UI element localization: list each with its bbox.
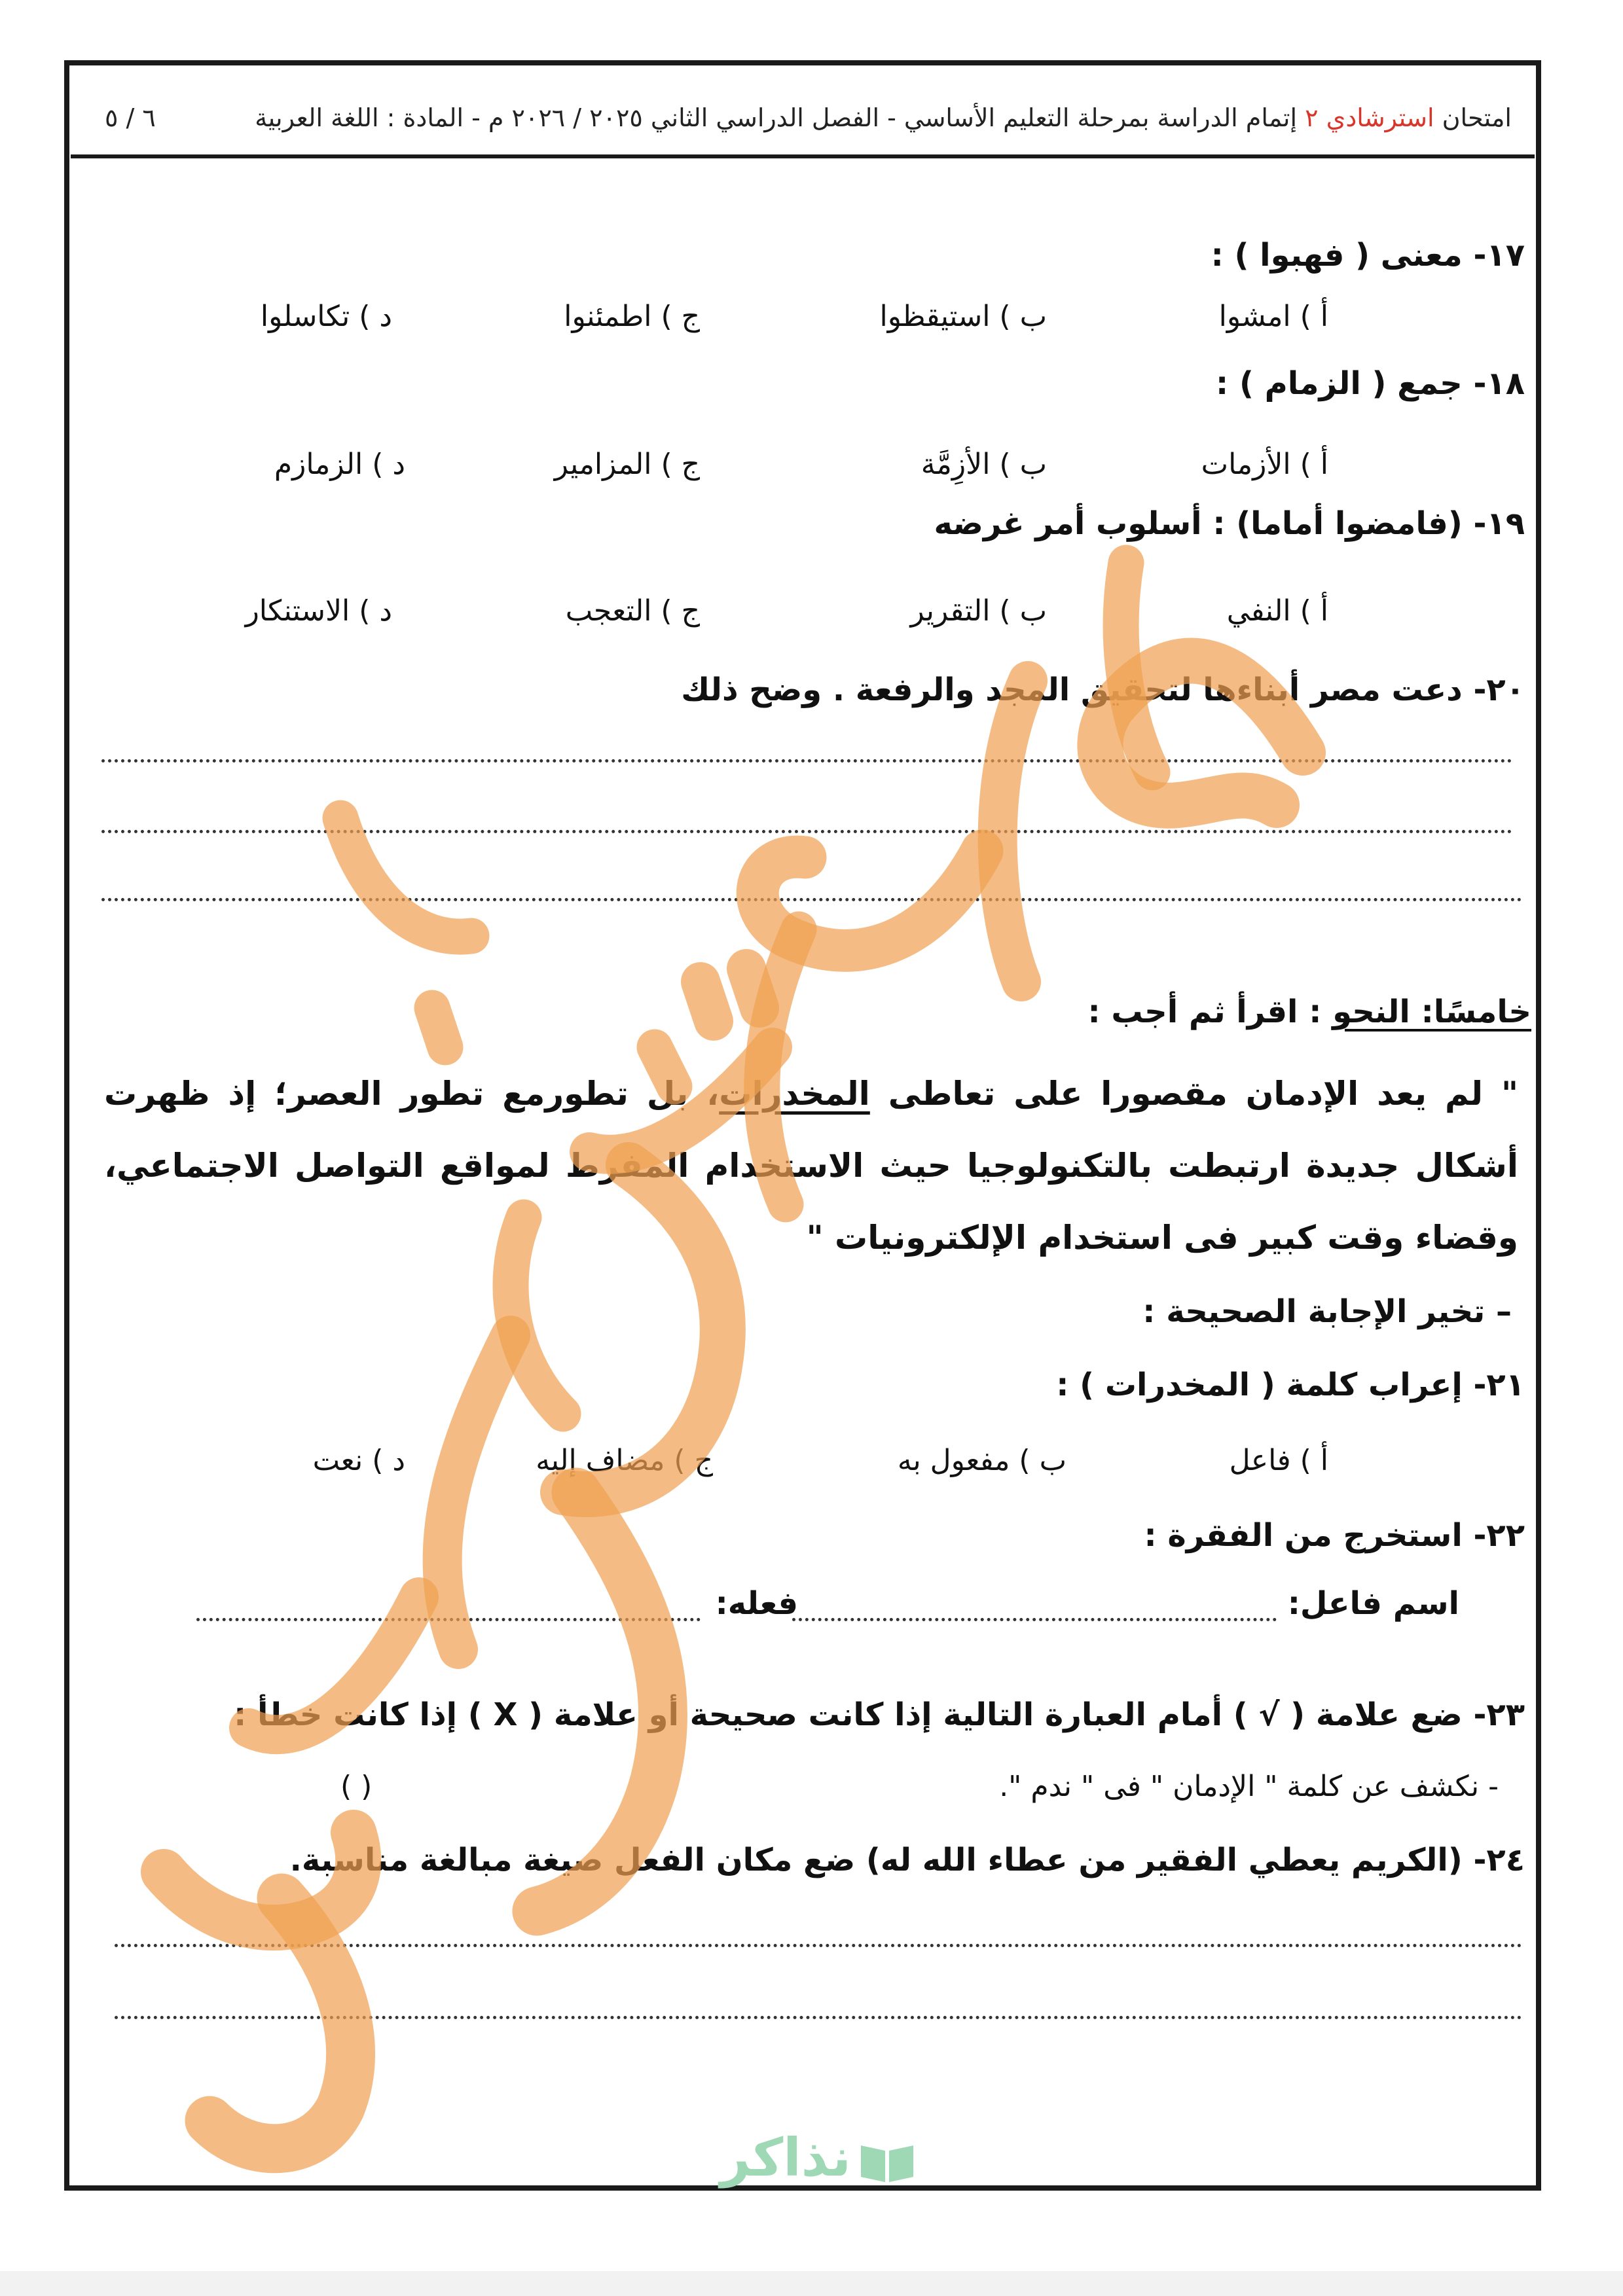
passage-text-1: " لم يعد الإدمان مقصورا على تعاطى [869, 1075, 1518, 1113]
question-22: ٢٢- استخرج من الفقرة : [1144, 1517, 1525, 1554]
exam-header [255, 103, 1512, 132]
agent-noun-answer-line[interactable] [792, 1618, 1277, 1621]
q19-option-b[interactable]: ب ) التقرير [910, 594, 1047, 628]
q17-option-d[interactable]: د ) تكاسلوا [260, 300, 392, 333]
q18-option-b[interactable]: ب ) الأزِمَّة [921, 448, 1047, 481]
agent-noun-label: اسم فاعل: [1287, 1585, 1459, 1622]
reading-passage [104, 1058, 1518, 1274]
q21-option-b[interactable]: ب ) مفعول به [897, 1444, 1067, 1477]
section-five-heading [1087, 994, 1531, 1030]
q23-answer-brackets[interactable]: ( ) [340, 1770, 373, 1803]
header-title-pre: امتحان [1434, 103, 1512, 132]
brand-logo-text: نذاكر [720, 2127, 851, 2188]
q17-option-b[interactable]: ب ) استيقظوا [879, 300, 1047, 333]
q17-option-a[interactable]: أ ) امشوا [1218, 300, 1328, 333]
q18-option-d[interactable]: د ) الزمازم [274, 448, 405, 481]
answer-line[interactable] [101, 830, 1512, 833]
q21-option-d[interactable]: د ) نعت [312, 1444, 405, 1477]
book-icon [858, 2139, 917, 2185]
page-number: ٦ / ٥ [105, 103, 156, 132]
q21-option-c[interactable]: ج ) مضاف إليه [536, 1444, 713, 1477]
q17-option-c[interactable]: ج ) اطمئنوا [564, 300, 700, 333]
q18-option-a[interactable]: أ ) الأزمات [1201, 448, 1328, 481]
header-divider [71, 154, 1535, 158]
q19-option-a[interactable]: أ ) النفي [1226, 594, 1328, 628]
question-19: ١٩- (فامضوا أماما) : أسلوب أمر غرضه [934, 505, 1525, 542]
q19-option-c[interactable]: ج ) التعجب [565, 594, 700, 628]
choose-instruction: – تخير الإجابة الصحيحة : [1142, 1293, 1512, 1330]
answer-line[interactable] [101, 759, 1512, 762]
answer-line[interactable] [101, 898, 1522, 901]
question-23: ٢٣- ضع علامة ( √ ) أمام العبارة التالية إذا كانت صحيحة أو علامة ( X ) إذا كانت خطأ : [234, 1696, 1525, 1733]
passage-underlined-word: المخدرات [719, 1075, 870, 1113]
verb-answer-line[interactable] [196, 1618, 701, 1621]
answer-line[interactable] [115, 1944, 1522, 1947]
question-20: ٢٠- دعت مصر أبناءها لتحقيق المجد والرفعة . وضح ذلك [681, 672, 1525, 708]
q19-option-d[interactable]: د ) الاستنكار [245, 594, 392, 628]
question-24: ٢٤- (الكريم يعطي الفقير من عطاء الله له) ضع مكان الفعل صيغة مبالغة مناسبة. [289, 1842, 1525, 1878]
question-21: ٢١- إعراب كلمة ( المخدرات ) : [1056, 1367, 1525, 1403]
header-title-red: استرشادي ٢ [1305, 103, 1434, 132]
section-five-instruction: : اقرأ ثم أجب : [1087, 994, 1333, 1030]
question-17: ١٧- معنى ( فهبوا ) : [1211, 237, 1525, 274]
section-five-title: خامسًا: النحو [1332, 994, 1531, 1030]
verb-label: فعله: [715, 1585, 798, 1622]
q21-option-a[interactable]: أ ) فاعل [1229, 1444, 1328, 1477]
q18-option-c[interactable]: ج ) المزامير [554, 448, 700, 481]
passage-text-2: ، بل تطورمع تطور العصر؛ إذ ظهرت أشكال جديدة ارتبطت بالتكنولوجيا حيث الاستخدام المفرط لمواقع التواصل الاجتماعي، وقضاء وقت كبير فى استخدام الإلكترونيات " [104, 1075, 1518, 1257]
header-title-post: إتمام الدراسة بمرحلة التعليم الأساسي - الفصل الدراسي الثاني ٢٠٢٥ / ٢٠٢٦ م - المادة : اللغة العربية [255, 103, 1305, 132]
question-18: ١٨- جمع ( الزمام ) : [1216, 365, 1525, 402]
q23-statement: - نكشف عن كلمة " الإدمان " فى " ندم ". [999, 1770, 1499, 1803]
answer-line[interactable] [115, 2016, 1522, 2019]
